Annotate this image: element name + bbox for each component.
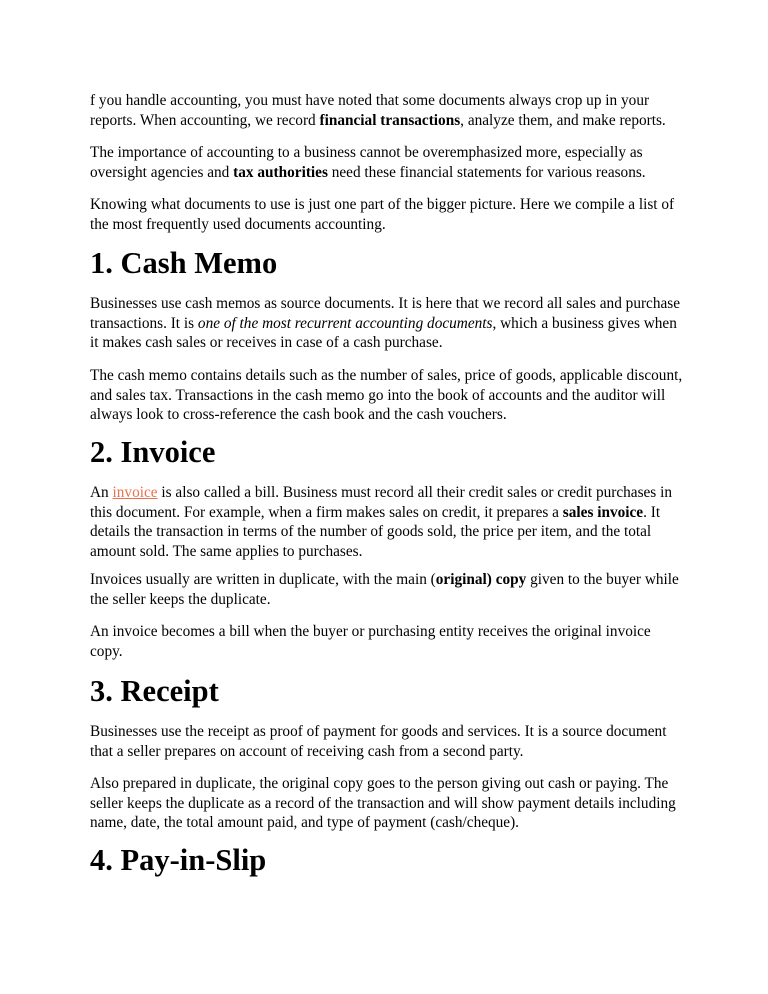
text-line: oversight agencies and tax authorities need these financial statements for various reasons. — [90, 163, 646, 181]
bold-term-financial-transactions: financial transactions — [319, 111, 461, 129]
text-line: f you handle accounting, you must have noted that some documents always crop up in your — [90, 92, 650, 109]
invoice-paragraph-1 — [90, 483, 690, 561]
text-line: this document. For example, when a firm makes sales on credit, it prepares a sales invoice. It — [90, 503, 661, 521]
cash-memo-paragraph-1 — [90, 294, 690, 353]
text-line: and sales tax. Transactions in the cash memo go into the book of accounts and the auditor will — [90, 386, 666, 404]
receipt-paragraph-1 — [90, 722, 690, 761]
text-line: An invoice is also called a bill. Business must record all their credit sales or credit purchases in — [90, 484, 672, 501]
text-line: amount sold. The same applies to purchases. — [90, 542, 363, 560]
intro-paragraph-3 — [90, 195, 690, 234]
text-line: Also prepared in duplicate, the original copy goes to the person giving out cash or paying. The — [90, 775, 669, 792]
text-line: always look to cross-reference the cash book and the cash vouchers. — [90, 406, 507, 423]
text-line: copy. — [90, 642, 123, 660]
bold-term-original-copy: original) copy — [435, 571, 527, 588]
text-line: Businesses use the receipt as proof of payment for goods and services. It is a source document — [90, 723, 667, 740]
heading-invoice: 2. Invoice — [90, 435, 216, 469]
receipt-paragraph-2 — [90, 774, 690, 833]
text-line: Invoices usually are written in duplicate, with the main (original) copy given to the buyer while — [90, 571, 679, 588]
invoice-link[interactable]: invoice — [112, 484, 158, 501]
text-line: name, date, the total amount paid, and type of payment (cash/cheque). — [90, 814, 520, 831]
heading-cash-memo: 1. Cash Memo — [90, 246, 278, 280]
text-line: seller keeps the duplicate as a record of the transaction and will show payment details including — [90, 794, 676, 812]
text-line: Businesses use cash memos as source documents. It is here that we record all sales and purchase — [90, 295, 681, 312]
text-line: Knowing what documents to use is just one part of the bigger picture. Here we compile a list of — [90, 196, 675, 213]
text-line: reports. When accounting, we record financial transactions, analyze them, and make reports. — [90, 111, 666, 129]
text-line: details the transaction in terms of the number of goods sold, the price per item, and the total — [90, 523, 652, 540]
italic-phrase: one of the most recurrent accounting documents — [197, 314, 493, 332]
cash-memo-paragraph-2 — [90, 366, 690, 425]
text-line: it makes cash sales or receives in case of a cash purchase. — [90, 334, 443, 351]
text-line: The importance of accounting to a business cannot be overemphasized more, especially as — [90, 144, 643, 161]
text-line: transactions. It is one of the most recurrent accounting documents, which a business gives when — [90, 314, 677, 332]
text-line: The cash memo contains details such as the number of sales, price of goods, applicable discount, — [90, 367, 683, 384]
text-line: that a seller prepares on account of receiving cash from a second party. — [90, 742, 524, 760]
text-line: the seller keeps the duplicate. — [90, 590, 271, 608]
intro-paragraph-1 — [90, 91, 690, 130]
bold-term-sales-invoice: sales invoice — [562, 503, 644, 521]
heading-receipt: 3. Receipt — [90, 674, 219, 708]
invoice-paragraph-3 — [90, 622, 690, 661]
invoice-paragraph-2 — [90, 570, 690, 609]
intro-paragraph-2 — [90, 143, 690, 182]
bold-term-tax-authorities: tax authorities — [233, 163, 328, 181]
text-line: the most frequently used documents accounting. — [90, 215, 386, 233]
heading-pay-in-slip: 4. Pay-in-Slip — [90, 843, 267, 877]
text-line: An invoice becomes a bill when the buyer or purchasing entity receives the original invoice — [90, 623, 651, 640]
